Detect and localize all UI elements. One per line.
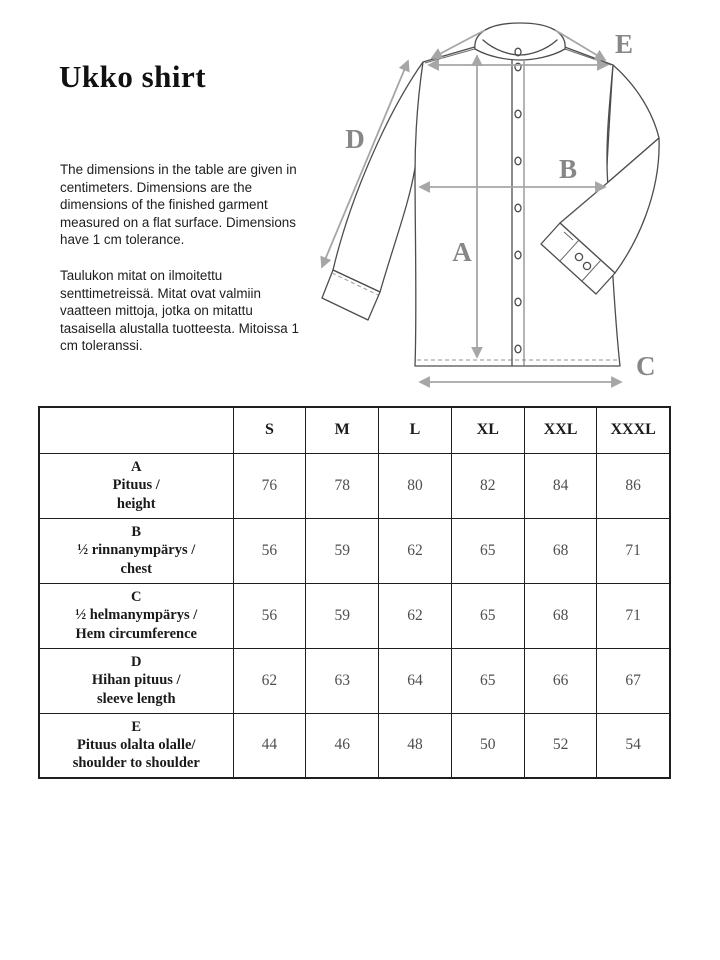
measurement-value: 63 [306, 648, 379, 713]
measurement-value: 62 [379, 518, 452, 583]
measurement-letter: D [131, 654, 142, 671]
measurement-value: 78 [306, 453, 379, 518]
measurement-value: 84 [524, 453, 597, 518]
measurement-name-fi: ½ rinnanympärys / [77, 542, 196, 559]
measurement-value: 52 [524, 713, 597, 778]
measurement-value: 59 [306, 518, 379, 583]
measurement-value: 80 [379, 453, 452, 518]
measurement-value: 66 [524, 648, 597, 713]
measurement-name-en: Hem circumference [75, 625, 197, 642]
measurement-value: 82 [451, 453, 524, 518]
measurement-value: 56 [233, 583, 306, 648]
measurement-name-en: chest [120, 560, 152, 577]
measurement-letter: E [131, 719, 142, 736]
table-row-c [39, 583, 670, 648]
measurement-value: 65 [451, 583, 524, 648]
measurement-value: 68 [524, 583, 597, 648]
measurement-value: 48 [379, 713, 452, 778]
measurement-name-fi: Pituus olalta olalle/ [77, 737, 196, 754]
size-column-header-xl: XL [451, 407, 524, 453]
intro-text-en: The dimensions in the table are given in centimeters. Dimensions are the dimensions of the finished garment measured on a flat surface. Dimensions have 1 cm tolerance. [60, 162, 297, 248]
measurement-letter: C [131, 589, 142, 606]
measurement-value: 76 [233, 453, 306, 518]
size-table-header-row [39, 407, 670, 453]
measurement-value: 50 [451, 713, 524, 778]
measurement-value: 46 [306, 713, 379, 778]
measurement-letter: A [131, 459, 142, 476]
measurement-name-fi: Pituus / [112, 477, 160, 494]
measurement-letter: B [131, 524, 142, 541]
measurement-label-cell [39, 583, 233, 648]
measurement-label-cell [39, 518, 233, 583]
measurement-value: 71 [597, 518, 670, 583]
measurement-value: 62 [379, 583, 452, 648]
measurement-name-fi: ½ helmanympärys / [75, 607, 198, 624]
table-row-b [39, 518, 670, 583]
size-column-header-l: L [379, 407, 452, 453]
measurement-name-en: height [116, 495, 156, 512]
size-column-header-s: S [233, 407, 306, 453]
measurement-name-fi: Hihan pituus / [91, 672, 181, 689]
measurement-value: 54 [597, 713, 670, 778]
table-row-d [39, 648, 670, 713]
measurement-value: 65 [451, 648, 524, 713]
measurement-name-en: shoulder to shoulder [72, 755, 200, 772]
shirt-technical-drawing [315, 8, 710, 393]
dimension-label-e: E [614, 29, 634, 59]
dimension-label-d: D [345, 124, 365, 154]
measurement-value: 71 [597, 583, 670, 648]
measurement-value: 86 [597, 453, 670, 518]
measurement-value: 56 [233, 518, 306, 583]
intro-text [60, 161, 312, 355]
measurement-value: 64 [379, 648, 452, 713]
size-column-header-xxl: XXL [524, 407, 597, 453]
size-column-header-m: M [306, 407, 379, 453]
page-title: Ukko shirt [59, 59, 207, 94]
measurement-value: 68 [524, 518, 597, 583]
size-column-header-xxxl: XXXL [597, 407, 670, 453]
measurement-value: 62 [233, 648, 306, 713]
dimension-label-b: B [558, 154, 578, 184]
measurement-label-cell [39, 713, 233, 778]
table-row-a [39, 453, 670, 518]
size-table [38, 406, 671, 779]
measurement-value: 65 [451, 518, 524, 583]
measurement-name-en: sleeve length [96, 690, 176, 707]
measurement-value: 44 [233, 713, 306, 778]
intro-text-fi: Taulukon mitat on ilmoitettu senttimetreissä. Mitat ovat valmiin vaatteen mittoja, jotka on mitattu tasaisella alustalla tuotteesta. Mitoissa 1 cm toleranssi. [60, 267, 299, 354]
measurement-label-cell [39, 453, 233, 518]
size-table-corner-cell [39, 407, 233, 453]
dimension-label-a: A [452, 237, 472, 267]
table-row-e [39, 713, 670, 778]
measurement-value: 59 [306, 583, 379, 648]
dimension-label-c: C [636, 351, 656, 381]
measurement-value: 67 [597, 648, 670, 713]
left-sleeve [333, 62, 423, 292]
measurement-label-cell [39, 648, 233, 713]
